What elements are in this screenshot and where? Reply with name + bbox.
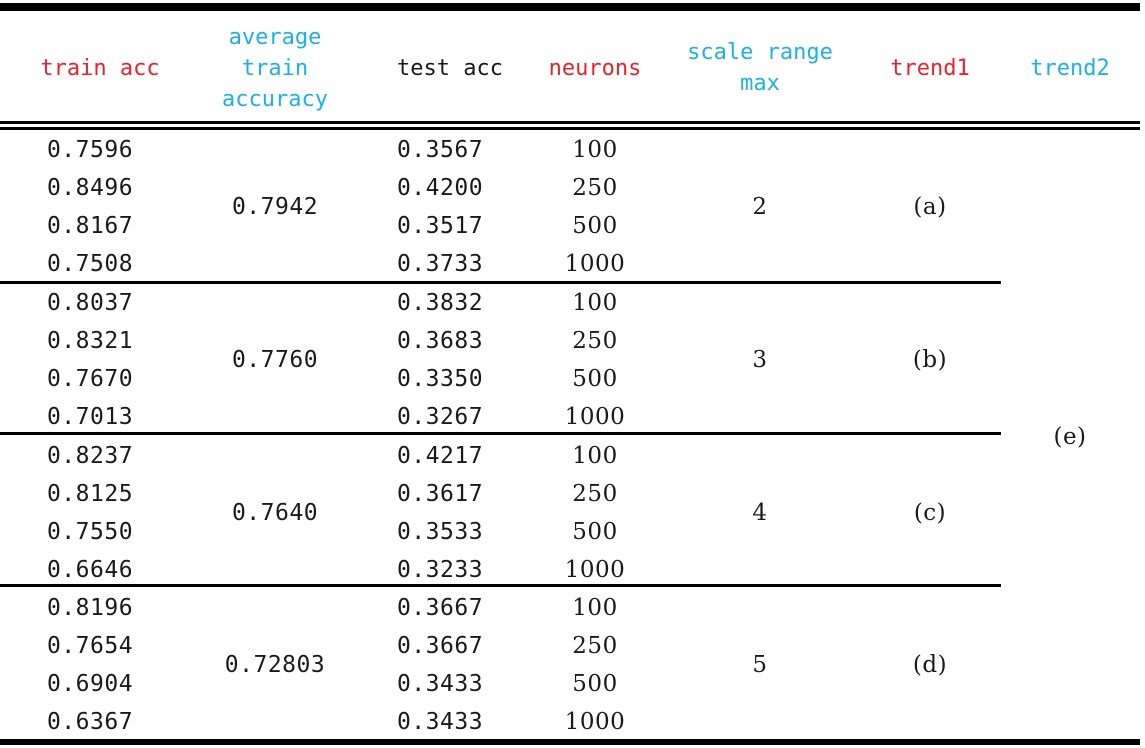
trend2-text: (e) [1053, 424, 1087, 450]
header-scale-range-max [660, 14, 860, 122]
neurons-value [530, 131, 660, 169]
trend2-value [1000, 418, 1140, 456]
top-rule [0, 3, 1140, 11]
avg-train-acc-text: 0.72803 [224, 652, 326, 678]
test-acc-value [360, 169, 520, 207]
header-scale-line-1: scale range [687, 40, 833, 65]
table-row [0, 245, 180, 283]
header-avg-line-3: accuracy [222, 86, 328, 112]
neurons-value [530, 513, 660, 551]
avg-train-acc-value [200, 341, 350, 379]
table-row [0, 360, 180, 398]
test-acc-value [360, 665, 520, 703]
header-test-acc [370, 14, 530, 122]
avg-train-acc-text: 0.7640 [231, 500, 319, 526]
test-acc-value [360, 437, 520, 475]
header-trend1 [860, 14, 1000, 122]
neurons-text: 250 [572, 481, 618, 507]
neurons-text: 250 [572, 633, 618, 659]
avg-train-acc-value [200, 494, 350, 532]
neurons-text: 100 [572, 595, 618, 621]
test-acc-value [360, 207, 520, 245]
scale-range-text: 2 [752, 194, 768, 220]
test-acc-text: 0.3433 [396, 671, 484, 697]
header-rule-lower [0, 127, 1140, 130]
scale-range-text: 4 [752, 500, 768, 526]
header-neurons-label: neurons [548, 55, 642, 81]
test-acc-value [360, 284, 520, 322]
test-acc-value [360, 589, 520, 627]
test-acc-value [360, 398, 520, 436]
neurons-text: 250 [572, 175, 618, 201]
trend1-value [860, 494, 1000, 532]
header-neurons [530, 14, 660, 122]
train-acc-value: 0.7670 [46, 366, 134, 392]
neurons-text: 1000 [564, 557, 626, 583]
test-acc-text: 0.3567 [396, 137, 484, 163]
train-acc-value: 0.8125 [46, 481, 134, 507]
table-row [0, 398, 180, 436]
neurons-text: 500 [572, 366, 618, 392]
test-acc-text: 0.3267 [396, 404, 484, 430]
test-acc-text: 0.3233 [396, 557, 484, 583]
scale-range-text: 5 [752, 652, 768, 678]
scale-range-value [680, 341, 840, 379]
neurons-text: 1000 [564, 709, 626, 735]
neurons-text: 500 [572, 671, 618, 697]
neurons-value [530, 475, 660, 513]
header-avg-line-1: average [228, 24, 322, 50]
train-acc-value: 0.8037 [46, 290, 134, 316]
test-acc-value [360, 475, 520, 513]
neurons-value [530, 437, 660, 475]
train-acc-value: 0.8496 [46, 175, 134, 201]
test-acc-text: 0.3667 [396, 595, 484, 621]
test-acc-text: 0.3517 [396, 213, 484, 239]
table-row [0, 322, 180, 360]
header-scale-line-2: max [740, 71, 780, 96]
neurons-text: 1000 [564, 404, 626, 430]
scale-range-text: 3 [752, 347, 768, 373]
neurons-value [530, 627, 660, 665]
train-acc-value: 0.6904 [46, 671, 134, 697]
neurons-value [530, 589, 660, 627]
header-average-train-accuracy [200, 14, 350, 122]
train-acc-value: 0.8321 [46, 328, 134, 354]
trend1-text: (a) [913, 194, 947, 220]
trend1-text: (c) [913, 500, 947, 526]
scale-range-value [680, 188, 840, 226]
neurons-value [530, 284, 660, 322]
trend1-value [860, 188, 1000, 226]
table-row [0, 131, 180, 169]
test-acc-value [360, 360, 520, 398]
train-acc-value: 0.7596 [46, 137, 134, 163]
neurons-text: 500 [572, 213, 618, 239]
test-acc-value [360, 627, 520, 665]
avg-train-acc-value [200, 646, 350, 684]
scale-range-value [680, 646, 840, 684]
test-acc-text: 0.4200 [396, 175, 484, 201]
bottom-rule [0, 739, 1140, 745]
test-acc-text: 0.3832 [396, 290, 484, 316]
test-acc-text: 0.3617 [396, 481, 484, 507]
header-train-acc-label: train acc [40, 55, 160, 81]
header-test-acc-label: test acc [397, 55, 503, 81]
test-acc-value [360, 513, 520, 551]
neurons-value [530, 322, 660, 360]
test-acc-text: 0.3667 [396, 633, 484, 659]
header-trend2 [1000, 14, 1140, 122]
train-acc-value: 0.7654 [46, 633, 134, 659]
neurons-value [530, 169, 660, 207]
train-acc-value: 0.8237 [46, 443, 134, 469]
table-row [0, 703, 180, 741]
train-acc-value: 0.6646 [46, 557, 134, 583]
header-trend2-label: trend2 [1030, 55, 1110, 81]
neurons-text: 100 [572, 137, 618, 163]
trend1-value [860, 341, 1000, 379]
table-row [0, 207, 180, 245]
scale-range-value [680, 494, 840, 532]
header-rule-upper [0, 121, 1140, 124]
train-acc-value: 0.8167 [46, 213, 134, 239]
group-rule [0, 584, 1001, 587]
neurons-text: 100 [572, 290, 618, 316]
group-rule [0, 432, 1001, 435]
test-acc-text: 0.3683 [396, 328, 484, 354]
table-row [0, 284, 180, 322]
trend1-value [860, 646, 1000, 684]
neurons-value [530, 360, 660, 398]
avg-train-acc-value [200, 188, 350, 226]
test-acc-value [360, 131, 520, 169]
test-acc-text: 0.3533 [396, 519, 484, 545]
trend1-text: (d) [912, 652, 948, 678]
test-acc-text: 0.3433 [396, 709, 484, 735]
train-acc-value: 0.6367 [46, 709, 134, 735]
neurons-text: 1000 [564, 251, 626, 277]
neurons-value [530, 703, 660, 741]
avg-train-acc-text: 0.7760 [231, 347, 319, 373]
test-acc-value [360, 322, 520, 360]
test-acc-text: 0.4217 [396, 443, 484, 469]
test-acc-text: 0.3733 [396, 251, 484, 277]
table-row [0, 513, 180, 551]
table-row [0, 627, 180, 665]
neurons-text: 100 [572, 443, 618, 469]
train-acc-value: 0.7013 [46, 404, 134, 430]
table-row [0, 437, 180, 475]
train-acc-value: 0.7550 [46, 519, 134, 545]
neurons-value [530, 207, 660, 245]
test-acc-text: 0.3350 [396, 366, 484, 392]
header-avg-line-2: train [241, 55, 309, 81]
neurons-text: 500 [572, 519, 618, 545]
neurons-text: 250 [572, 328, 618, 354]
header-trend1-label: trend1 [890, 55, 970, 81]
trend1-text: (b) [912, 347, 948, 373]
neurons-value [530, 245, 660, 283]
train-acc-value: 0.7508 [46, 251, 134, 277]
table-row [0, 665, 180, 703]
test-acc-value [360, 703, 520, 741]
test-acc-value [360, 245, 520, 283]
table-row [0, 169, 180, 207]
header-train-acc [0, 14, 200, 122]
train-acc-value: 0.8196 [46, 595, 134, 621]
neurons-value [530, 398, 660, 436]
table-row [0, 589, 180, 627]
table-row [0, 475, 180, 513]
neurons-value [530, 665, 660, 703]
avg-train-acc-text: 0.7942 [231, 194, 319, 220]
